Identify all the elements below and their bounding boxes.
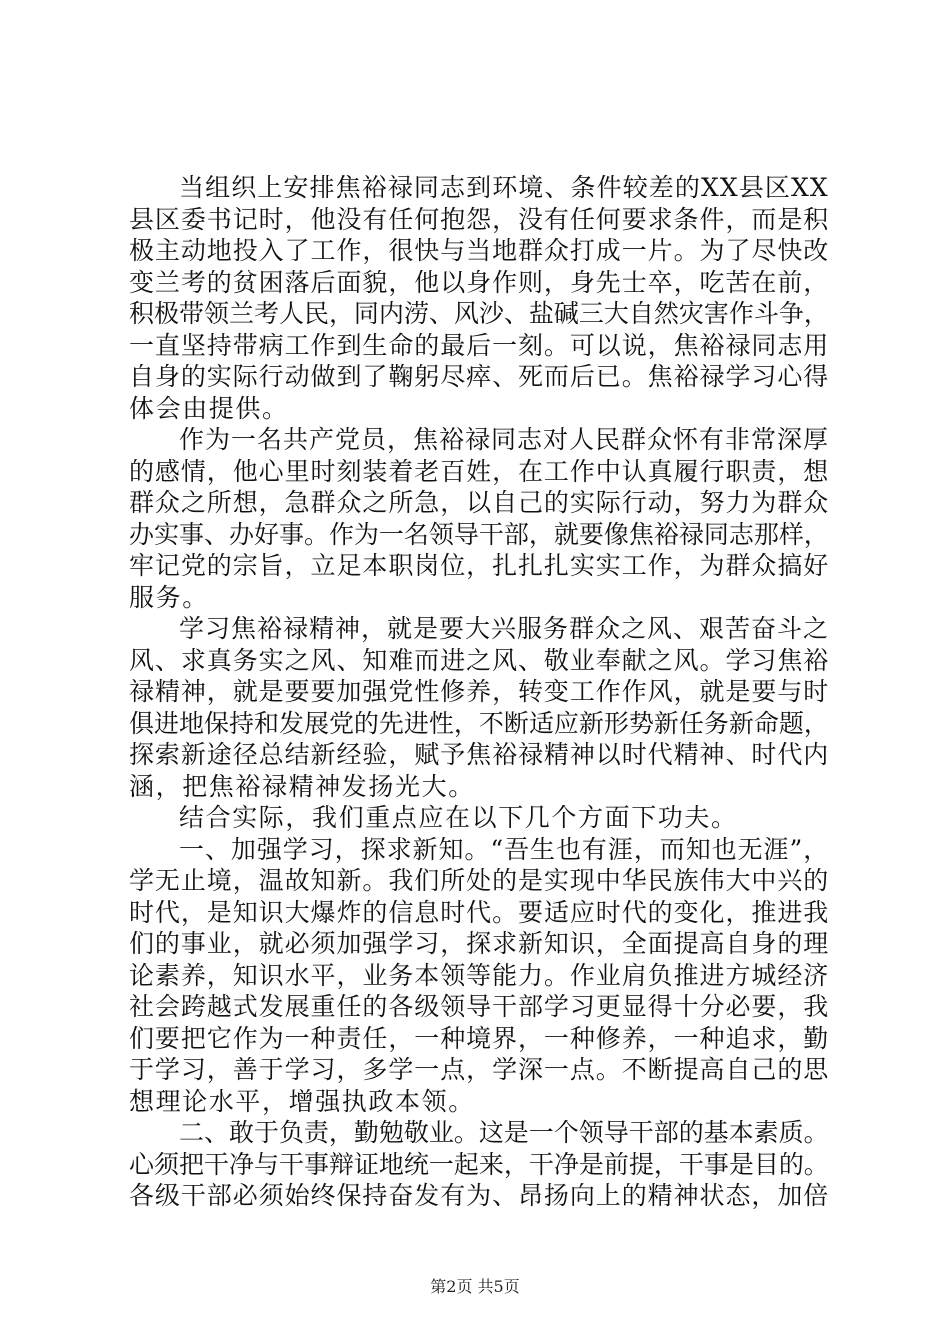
- text-line: 探索新途径总结新经验，赋予焦裕禄精神以时代精神、时代内: [129, 740, 830, 769]
- text-line: 服务。: [129, 582, 209, 612]
- text-line: 心须把干净与干事辩证地统一起来，干净是前提，干事是目的。: [129, 1149, 829, 1179]
- document-body: [129, 172, 829, 1212]
- text-line: 体会由提供。: [129, 393, 289, 423]
- text-line: 作为一名共产党员，焦裕禄同志对人民群众怀有非常深厚: [179, 425, 830, 454]
- text-line: 想理论水平，增强执政本领。: [129, 1086, 475, 1116]
- text-line: 风、求真务实之风、知难而进之风、敬业奉献之风。学习焦裕: [129, 645, 830, 675]
- text-line: 二、敢于负责，勤勉敬业。这是一个领导干部的基本素质。: [179, 1118, 829, 1147]
- text-line: 们要把它作为一种责任，一种境界，一种修养，一种追求，勤: [129, 1023, 830, 1053]
- text-line: 社会跨越式发展重任的各级领导干部学习更显得十分必要，我: [129, 992, 830, 1021]
- text-line: 自身的实际行动做到了鞠躬尽瘁、死而后已。焦裕禄学习心得: [129, 362, 830, 391]
- text-line: 俱进地保持和发展党的先进性，不断适应新形势新任务新命题，: [129, 708, 829, 738]
- text-line: 积极带领兰考人民，同内涝、风沙、盐碱三大自然灾害作斗争，: [129, 299, 829, 328]
- text-line: 当组织上安排焦裕禄同志到环境、条件较差的XX县区XX: [179, 173, 829, 202]
- text-line: 禄精神，就是要要加强党性修养，转变工作作风，就是要与时: [129, 677, 830, 706]
- text-line: 的感情，他心里时刻装着老百姓，在工作中认真履行职责，想: [129, 456, 830, 486]
- text-line: 牢记党的宗旨，立足本职岗位，扎扎扎实实工作，为群众搞好: [129, 551, 830, 580]
- text-line: 变兰考的贫困落后面貌，他以身作则，身先士卒，吃苦在前，: [129, 267, 830, 297]
- text-line: 结合实际，我们重点应在以下几个方面下功夫。: [179, 803, 738, 832]
- text-line: 于学习，善于学习，多学一点，学深一点。不断提高自己的思: [129, 1055, 830, 1084]
- text-line: 学无止境，温故知新。我们所处的是实现中华民族伟大中兴的: [129, 866, 830, 895]
- text-line: 们的事业，就必须加强学习，探求新知识，全面提高自身的理: [129, 929, 830, 958]
- text-line: 时代，是知识大爆炸的信息时代。要适应时代的变化，推进我: [129, 897, 830, 927]
- text-line: 一直坚持带病工作到生命的最后一刻。可以说，焦裕禄同志用: [129, 330, 830, 360]
- text-line: 县区委书记时，他没有任何抱怨，没有任何要求条件，而是积: [129, 204, 830, 234]
- text-line: 涵，把焦裕禄精神发扬光大。: [129, 771, 475, 801]
- text-line: 群众之所想，急群众之所急，以自己的实际行动，努力为群众: [129, 488, 830, 517]
- text-line: 办实事、办好事。作为一名领导干部，就要像焦裕禄同志那样，: [129, 519, 829, 549]
- text-line: 论素养，知识水平，业务本领等能力。作业肩负推进方城经济: [129, 960, 830, 990]
- text-line: 各级干部必须始终保持奋发有为、昂扬向上的精神状态，加倍: [129, 1181, 830, 1210]
- text-line: 学习焦裕禄精神，就是要大兴服务群众之风、艰苦奋斗之: [179, 614, 830, 643]
- text-line: 极主动地投入了工作，很快与当地群众打成一片。为了尽快改: [129, 236, 830, 265]
- text-line: 一、加强学习，探求新知。“吾生也有涯，而知也无涯”，: [179, 834, 830, 864]
- page-footer: 第2页 共5页: [430, 1277, 520, 1296]
